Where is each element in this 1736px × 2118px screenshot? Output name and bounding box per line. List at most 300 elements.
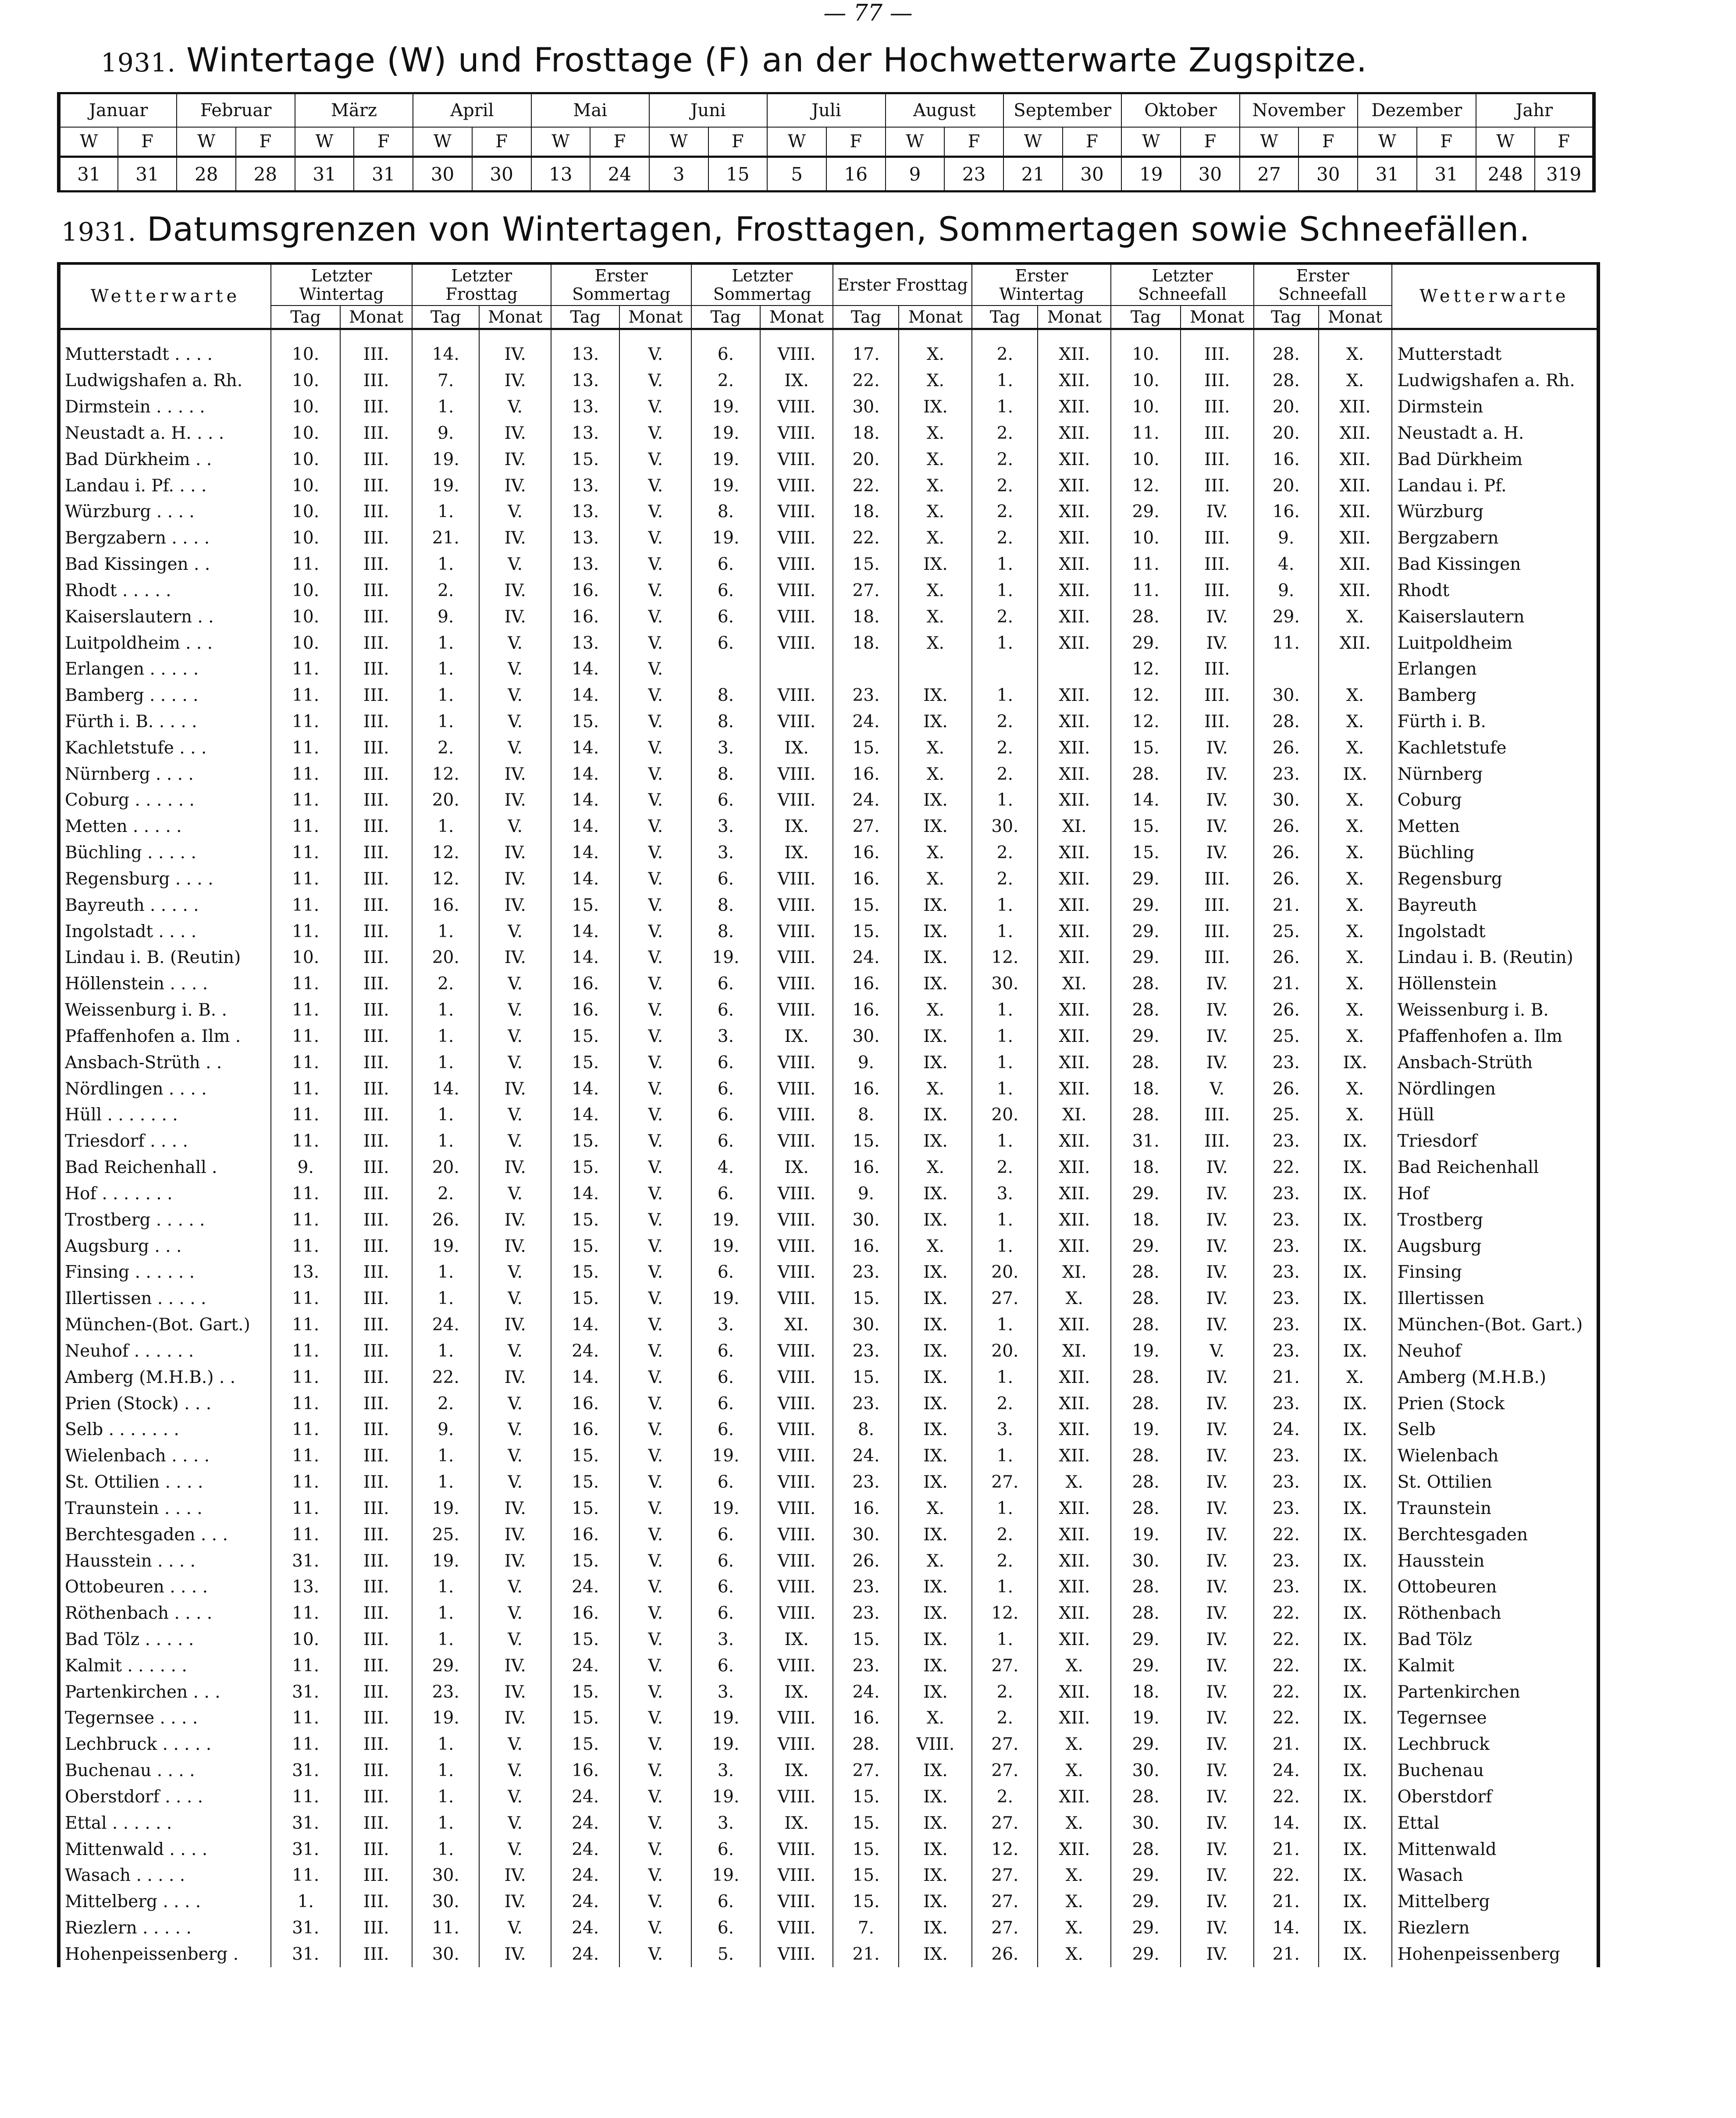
tag-cell: 11.	[271, 735, 340, 761]
tag-cell: 12.	[972, 1836, 1038, 1862]
tag-cell: 19.	[691, 1286, 760, 1312]
tag-cell: 11.	[271, 1128, 340, 1155]
monat-cell: X.	[899, 735, 972, 761]
table-row	[59, 1731, 1598, 1758]
monat-cell: XII.	[1038, 787, 1111, 814]
tag-cell: 18.	[833, 420, 899, 446]
tag-cell: 1.	[412, 1049, 479, 1076]
monat-cell: IV.	[1181, 814, 1254, 840]
monat-cell: VIII.	[760, 1652, 833, 1679]
monat-cell: IX.	[1319, 1652, 1392, 1679]
table-row	[59, 1469, 1598, 1496]
tag-cell: 9.	[271, 1155, 340, 1181]
monat-cell: VIII.	[760, 525, 833, 551]
tag-cell: 16.	[833, 840, 899, 866]
monat-cell: V.	[619, 892, 691, 918]
datum-title	[61, 210, 1530, 249]
tag-cell: 13.	[551, 420, 619, 446]
station-name-right: Berchtesgaden	[1392, 1521, 1598, 1548]
monat-cell: IX.	[899, 1889, 972, 1915]
monat-cell	[1038, 656, 1111, 682]
station-name: Neuhof . . . . . .	[65, 1341, 194, 1361]
tag-cell: 9.	[412, 420, 479, 446]
table-row	[59, 1181, 1598, 1207]
monat-cell: III.	[340, 473, 412, 499]
monat-cell: X.	[1319, 1023, 1392, 1050]
tag-cell: 21.	[1254, 1836, 1319, 1862]
monat-header: Monat	[1319, 306, 1392, 329]
station-name: Bad Kissingen . .	[65, 554, 210, 575]
tag-cell: 23.	[1254, 1128, 1319, 1155]
tag-cell: 2.	[972, 1679, 1038, 1705]
station-name-right: Bergzabern	[1392, 525, 1598, 551]
tag-cell: 7.	[833, 1915, 899, 1941]
monat-cell: III.	[340, 735, 412, 761]
tag-cell: 31.	[1111, 1128, 1180, 1155]
tag-cell: 19.	[691, 394, 760, 420]
zugspitze-title-text: Wintertage (W) und Frosttage (F) an der Hochwetterwarte Zugspitze.	[186, 40, 1367, 79]
tag-cell: 11.	[271, 1390, 340, 1417]
w-label: W	[413, 127, 472, 157]
tag-cell: 10.	[271, 525, 340, 551]
tag-cell: 24.	[833, 709, 899, 735]
tag-cell: 11.	[1254, 630, 1319, 656]
station-name: Metten . . . . .	[65, 817, 182, 837]
station-name: Regensburg . . . .	[65, 869, 213, 889]
tag-cell: 22.	[1254, 1862, 1319, 1889]
station-name: Hof . . . . . . .	[65, 1183, 173, 1204]
monat-cell: IV.	[1181, 1758, 1254, 1784]
monat-cell: X.	[1038, 1915, 1111, 1941]
monat-cell: XII.	[1038, 1836, 1111, 1862]
tag-cell: 31.	[271, 1758, 340, 1784]
monat-cell: V.	[619, 1390, 691, 1417]
monat-cell: V.	[619, 1836, 691, 1862]
tag-cell: 22.	[1254, 1627, 1319, 1653]
tag-cell: 8.	[691, 761, 760, 787]
tag-cell: 23.	[1254, 1574, 1319, 1600]
station-name: Hüll . . . . . . .	[65, 1105, 178, 1125]
monat-cell: V.	[619, 682, 691, 709]
w-value: 3	[649, 157, 708, 192]
tag-cell: 2.	[972, 1784, 1038, 1810]
tag-cell: 30.	[412, 1941, 479, 1968]
monat-cell: V.	[479, 1443, 551, 1469]
tag-cell: 1.	[412, 1338, 479, 1364]
monat-cell: III.	[340, 840, 412, 866]
tag-cell: 6.	[691, 1181, 760, 1207]
tag-cell: 16.	[551, 1521, 619, 1548]
monat-cell: VIII.	[760, 1495, 833, 1521]
tag-cell: 1.	[972, 630, 1038, 656]
monat-cell: V.	[619, 1076, 691, 1102]
tag-cell: 30.	[412, 1889, 479, 1915]
station-name: Illertissen . . . . .	[65, 1289, 206, 1309]
monat-cell: IV.	[1181, 1364, 1254, 1390]
monat-cell: VIII.	[760, 1889, 833, 1915]
station-name-right: Dirmstein	[1392, 394, 1598, 420]
monat-cell: III.	[340, 1810, 412, 1836]
tag-cell: 28.	[833, 1731, 899, 1758]
f-value: 24	[590, 157, 649, 192]
f-value: 30	[1181, 157, 1240, 192]
w-value: 30	[413, 157, 472, 192]
tag-cell: 23.	[833, 1600, 899, 1627]
monat-cell: V.	[619, 1128, 691, 1155]
monat-cell: III.	[340, 971, 412, 997]
tag-cell: 28.	[1111, 1259, 1180, 1286]
monat-header: Monat	[340, 306, 412, 329]
station-header-right: Wetterwarte	[1392, 263, 1598, 329]
tag-cell: 4.	[1254, 551, 1319, 578]
tag-cell: 6.	[691, 1364, 760, 1390]
monat-cell: V.	[479, 1758, 551, 1784]
tag-cell: 11.	[412, 1915, 479, 1941]
monat-cell: V.	[619, 945, 691, 971]
monat-cell: VIII.	[760, 1443, 833, 1469]
monat-cell: V.	[479, 997, 551, 1023]
station-name-right: Bayreuth	[1392, 892, 1598, 918]
monat-cell: V.	[479, 499, 551, 525]
monat-cell: IV.	[1181, 1312, 1254, 1338]
tag-cell: 29.	[1111, 1652, 1180, 1679]
tag-cell: 29.	[1111, 892, 1180, 918]
month-header: November	[1240, 93, 1358, 128]
tag-cell: 27.	[972, 1915, 1038, 1941]
monat-cell: III.	[340, 997, 412, 1023]
month-header: Oktober	[1121, 93, 1239, 128]
station-name-right: Ingolstadt	[1392, 918, 1598, 945]
tag-cell: 17.	[833, 329, 899, 368]
tag-cell: 18.	[1111, 1155, 1180, 1181]
tag-cell: 11.	[271, 1652, 340, 1679]
station-name-right: Ettal	[1392, 1810, 1598, 1836]
monat-cell: IX.	[899, 1417, 972, 1443]
f-label: F	[472, 127, 531, 157]
tag-cell: 29.	[1111, 1915, 1180, 1941]
monat-cell: IV.	[479, 1495, 551, 1521]
tag-cell: 27.	[972, 1810, 1038, 1836]
monat-cell: IV.	[479, 1155, 551, 1181]
monat-cell: V.	[619, 1364, 691, 1390]
station-name-right: Lechbruck	[1392, 1731, 1598, 1758]
tag-cell: 11.	[1111, 551, 1180, 578]
station-name: Amberg (M.H.B.) . .	[65, 1367, 236, 1387]
station-name-right: Bad Kissingen	[1392, 551, 1598, 578]
monat-cell: IV.	[1181, 1652, 1254, 1679]
monat-cell: III.	[1181, 918, 1254, 945]
monat-cell: IX.	[1319, 1128, 1392, 1155]
monat-cell: V.	[479, 1128, 551, 1155]
tag-cell: 1.	[972, 1128, 1038, 1155]
table-row	[59, 1076, 1598, 1102]
monat-cell: V.	[619, 329, 691, 368]
tag-header: Tag	[972, 306, 1038, 329]
tag-cell: 6.	[691, 1836, 760, 1862]
tag-cell: 12.	[1111, 656, 1180, 682]
station-name-right: Pfaffenhofen a. Ilm	[1392, 1023, 1598, 1050]
tag-cell: 6.	[691, 577, 760, 604]
monat-cell: III.	[1181, 945, 1254, 971]
tag-cell: 14.	[551, 1076, 619, 1102]
monat-cell: III.	[1181, 866, 1254, 892]
tag-cell: 8.	[691, 499, 760, 525]
table-row	[59, 1338, 1598, 1364]
tag-cell: 2.	[972, 761, 1038, 787]
tag-cell: 19.	[1111, 1417, 1180, 1443]
tag-cell: 11.	[271, 1443, 340, 1469]
station-name-right: Ludwigshafen a. Rh.	[1392, 368, 1598, 394]
f-label: F	[1063, 127, 1122, 157]
tag-cell: 1.	[972, 1049, 1038, 1076]
tag-cell: 11.	[271, 1469, 340, 1496]
station-name-right: Hohenpeissenberg	[1392, 1941, 1598, 1968]
table-row	[59, 1286, 1598, 1312]
month-header: Juni	[649, 93, 767, 128]
station-name-right: Landau i. Pf.	[1392, 473, 1598, 499]
tag-cell: 29.	[1111, 1731, 1180, 1758]
tag-cell: 15.	[833, 1128, 899, 1155]
tag-cell: 1.	[412, 551, 479, 578]
monat-cell: XII.	[1038, 1443, 1111, 1469]
monat-cell: III.	[340, 656, 412, 682]
monat-cell: V.	[479, 971, 551, 997]
tag-cell: 28.	[1111, 1286, 1180, 1312]
table-row	[59, 577, 1598, 604]
tag-cell: 6.	[691, 1600, 760, 1627]
tag-cell: 29.	[1111, 1862, 1180, 1889]
monat-cell: III.	[340, 368, 412, 394]
tag-cell: 1.	[412, 1286, 479, 1312]
tag-cell: 27.	[972, 1652, 1038, 1679]
tag-cell: 24.	[833, 787, 899, 814]
monat-cell: III.	[340, 709, 412, 735]
monat-cell: VIII.	[760, 761, 833, 787]
tag-cell: 21.	[1254, 892, 1319, 918]
tag-cell: 2.	[972, 329, 1038, 368]
tag-cell: 24.	[1254, 1758, 1319, 1784]
monat-cell: VIII.	[760, 1784, 833, 1810]
monat-cell: V.	[479, 1784, 551, 1810]
monat-cell: IX.	[1319, 1338, 1392, 1364]
monat-cell: X.	[899, 525, 972, 551]
monat-cell: XII.	[1038, 945, 1111, 971]
monat-cell: IX.	[1319, 1259, 1392, 1286]
table-row	[59, 1784, 1598, 1810]
tag-cell: 1.	[412, 1259, 479, 1286]
monat-cell: III.	[340, 682, 412, 709]
monat-cell: IX.	[899, 1443, 972, 1469]
monat-cell: IX.	[1319, 1417, 1392, 1443]
tag-cell: 1.	[412, 1600, 479, 1627]
monat-cell: X.	[899, 604, 972, 630]
monat-cell: IX.	[1319, 1312, 1392, 1338]
monat-cell: XII.	[1319, 630, 1392, 656]
tag-cell: 1.	[412, 997, 479, 1023]
tag-cell: 29.	[1111, 499, 1180, 525]
tag-cell: 14.	[551, 1181, 619, 1207]
tag-cell: 9.	[833, 1181, 899, 1207]
monat-cell: IX.	[899, 1312, 972, 1338]
station-name: Kalmit . . . . . .	[65, 1656, 187, 1676]
tag-cell: 1.	[412, 682, 479, 709]
tag-cell: 30.	[1111, 1548, 1180, 1574]
monat-cell: III.	[340, 1784, 412, 1810]
monat-cell: V.	[479, 1102, 551, 1128]
w-label: W	[886, 127, 945, 157]
monat-cell: V.	[479, 1390, 551, 1417]
monat-cell: IV.	[1181, 1941, 1254, 1968]
monat-cell: IX.	[899, 394, 972, 420]
tag-cell: 13.	[551, 473, 619, 499]
monat-cell: III.	[340, 1627, 412, 1653]
monat-cell: XII.	[1319, 420, 1392, 446]
monat-cell: IV.	[1181, 1731, 1254, 1758]
monat-cell: III.	[340, 1259, 412, 1286]
tag-cell: 30.	[972, 814, 1038, 840]
tag-cell: 15.	[833, 551, 899, 578]
table-row	[59, 918, 1598, 945]
station-name-right: Bad Tölz	[1392, 1627, 1598, 1653]
tag-cell: 7.	[412, 368, 479, 394]
monat-cell: X.	[1319, 918, 1392, 945]
monat-cell: XII.	[1319, 499, 1392, 525]
monat-cell: XII.	[1038, 682, 1111, 709]
tag-cell: 1.	[412, 1784, 479, 1810]
table-row	[59, 394, 1598, 420]
tag-cell: 22.	[1254, 1600, 1319, 1627]
tag-cell: 23.	[1254, 1181, 1319, 1207]
tag-cell: 29.	[1111, 1181, 1180, 1207]
tag-cell: 20.	[412, 945, 479, 971]
tag-cell: 18.	[833, 630, 899, 656]
monat-cell: X.	[899, 761, 972, 787]
station-name: Ansbach-Strüth . .	[65, 1052, 222, 1073]
table-row	[59, 368, 1598, 394]
station-name-right: Hüll	[1392, 1102, 1598, 1128]
monat-cell: III.	[1181, 709, 1254, 735]
station-name-right: Tegernsee	[1392, 1705, 1598, 1731]
tag-cell: 19.	[412, 1548, 479, 1574]
station-name-right: Röthenbach	[1392, 1600, 1598, 1627]
monat-cell: XII.	[1038, 394, 1111, 420]
tag-cell: 29.	[1111, 1233, 1180, 1259]
tag-cell: 1.	[412, 814, 479, 840]
monat-header: Monat	[479, 306, 551, 329]
monat-cell: XII.	[1038, 604, 1111, 630]
tag-cell: 8.	[833, 1417, 899, 1443]
monat-cell: IX.	[899, 1023, 972, 1050]
monat-cell: IX.	[1319, 1443, 1392, 1469]
monat-cell: III.	[1181, 892, 1254, 918]
table-row	[59, 1312, 1598, 1338]
tag-cell: 27.	[972, 1469, 1038, 1496]
monat-cell: III.	[340, 787, 412, 814]
tag-cell: 12.	[972, 945, 1038, 971]
monat-cell: V.	[619, 1652, 691, 1679]
monat-cell: IX.	[760, 1627, 833, 1653]
tag-cell: 27.	[972, 1889, 1038, 1915]
monat-cell: IV.	[479, 866, 551, 892]
tag-cell: 19.	[1111, 1338, 1180, 1364]
monat-cell: IX.	[1319, 1574, 1392, 1600]
monat-cell: IX.	[1319, 1495, 1392, 1521]
tag-cell: 11.	[271, 1338, 340, 1364]
monat-cell: VIII.	[760, 866, 833, 892]
month-header: April	[413, 93, 531, 128]
tag-cell: 12.	[972, 1600, 1038, 1627]
station-name: Berchtesgaden . . .	[65, 1525, 228, 1545]
table-row	[59, 971, 1598, 997]
station-name-right: Triesdorf	[1392, 1128, 1598, 1155]
monat-cell: V.	[479, 682, 551, 709]
monat-cell: IX.	[1319, 1758, 1392, 1784]
station-name: Kachletstufe . . .	[65, 738, 207, 758]
station-name: Finsing . . . . . .	[65, 1262, 195, 1283]
monat-cell: IX.	[899, 1338, 972, 1364]
tag-cell: 13.	[551, 499, 619, 525]
tag-cell: 2.	[972, 1705, 1038, 1731]
monat-cell: IX.	[899, 1810, 972, 1836]
monat-cell: XII.	[1038, 1233, 1111, 1259]
monat-cell: IX.	[1319, 1181, 1392, 1207]
tag-cell: 8.	[691, 892, 760, 918]
month-header: Februar	[177, 93, 295, 128]
tag-cell: 28.	[1111, 1784, 1180, 1810]
monat-cell: V.	[619, 1443, 691, 1469]
tag-cell: 1.	[412, 1836, 479, 1862]
tag-cell: 15.	[833, 1836, 899, 1862]
tag-cell: 19.	[691, 1862, 760, 1889]
station-name: Tegernsee . . . .	[65, 1708, 198, 1728]
monat-cell: IX.	[899, 1652, 972, 1679]
tag-cell: 16.	[833, 1155, 899, 1181]
tag-cell: 26.	[1254, 735, 1319, 761]
station-name: Buchenau . . . .	[65, 1761, 195, 1781]
station-name-right: Neuhof	[1392, 1338, 1598, 1364]
monat-cell: V.	[619, 499, 691, 525]
monat-cell: III.	[1181, 446, 1254, 473]
monat-cell: XII.	[1038, 420, 1111, 446]
tag-cell: 4.	[691, 1155, 760, 1181]
monat-cell: IV.	[1181, 1286, 1254, 1312]
monat-cell: IX.	[1319, 1233, 1392, 1259]
monat-cell: XII.	[1319, 446, 1392, 473]
monat-cell: V.	[619, 997, 691, 1023]
monat-cell: V.	[619, 735, 691, 761]
monat-cell: IV.	[1181, 630, 1254, 656]
monat-cell: V.	[619, 1469, 691, 1496]
monat-cell: III.	[1181, 682, 1254, 709]
tag-cell: 6.	[691, 971, 760, 997]
monat-cell: VIII.	[760, 1548, 833, 1574]
tag-cell: 28.	[1111, 1836, 1180, 1862]
tag-cell: 27.	[972, 1758, 1038, 1784]
monat-cell: IV.	[479, 1521, 551, 1548]
w-label: W	[1358, 127, 1417, 157]
tag-cell: 16.	[1254, 499, 1319, 525]
tag-cell: 6.	[691, 1338, 760, 1364]
table-row	[59, 1390, 1598, 1417]
monat-cell: IV.	[479, 420, 551, 446]
station-name: Oberstdorf . . . .	[65, 1787, 203, 1807]
monat-cell: V.	[619, 1521, 691, 1548]
tag-cell: 30.	[972, 971, 1038, 997]
monat-cell: VIII.	[760, 604, 833, 630]
group-header: Letzter Frosttag	[412, 263, 551, 306]
tag-cell: 28.	[1111, 1443, 1180, 1469]
tag-cell: 6.	[691, 1548, 760, 1574]
